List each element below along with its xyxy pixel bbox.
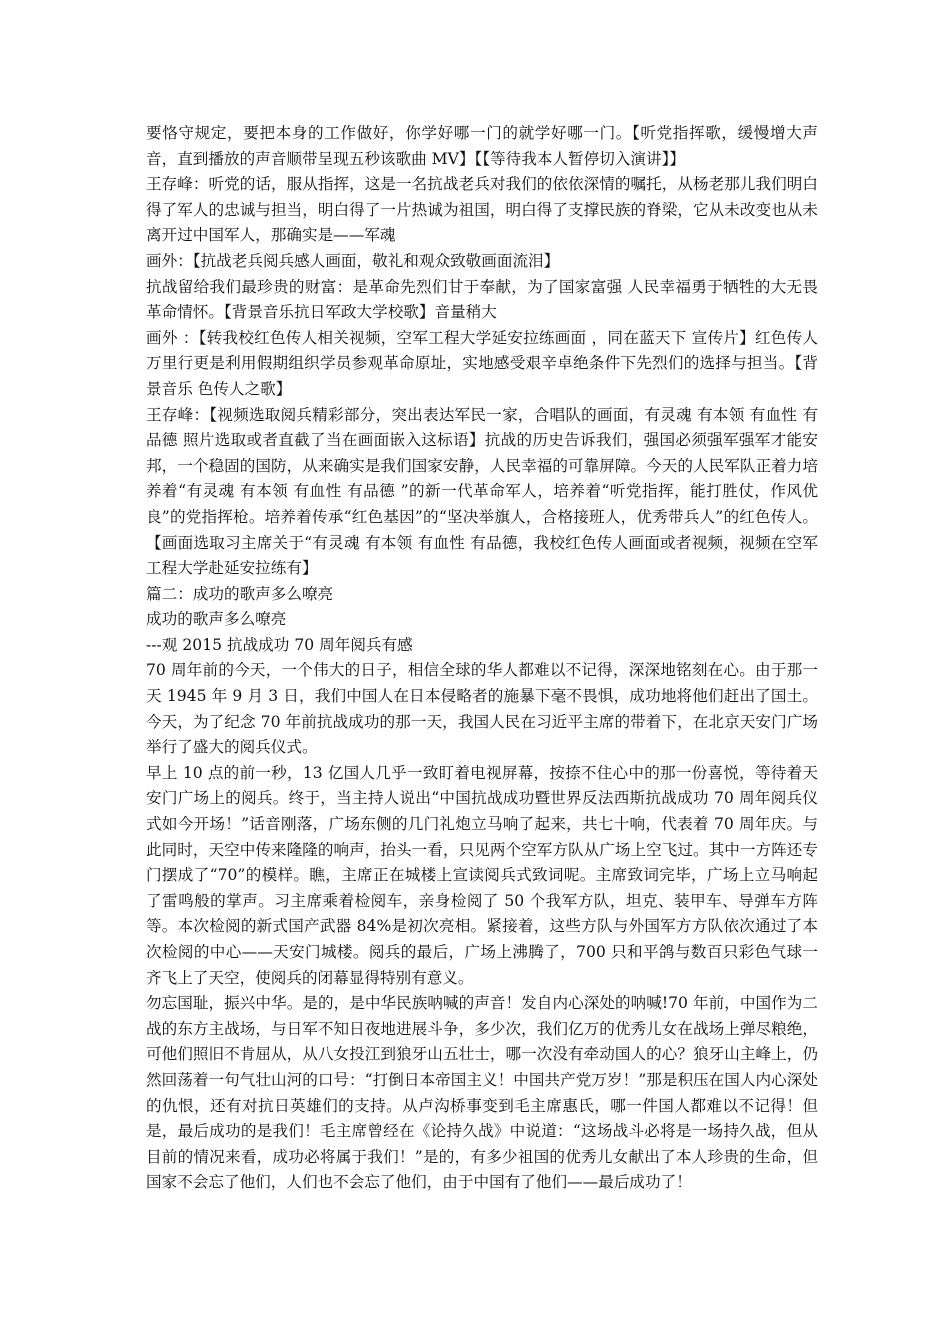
paragraph-voiceover-1: 画外：【抗战老兵阅兵感人画面，敬礼和观众致敬画面流泪】	[146, 251, 560, 270]
paragraph-remember: 勿忘国耻，振兴中华。是的，是中华民族呐喊的声音！发自内心深处的呐喊!70 年前，中国作为二战的东方主战场，与日军不知日夜地进展斗争，多少次，我们亿万的优秀儿女在战场上弹尽粮绝，可他们照旧不肯屈从，从八女投江到狼牙山五壮士，哪一次没有牵动国人的心？狼牙山主峰上，仍然回荡着一句气壮山河的口号：“打倒日本帝国主义！中国共产党万岁！”那是积压在国人内心深处的仇恨，还有对抗日英雄们的支持。从卢沟桥事变到毛主席惠氏，哪一件国人都难以不记得！但是，最后成功的是我们！毛主席曾经在《论持久战》中说道：“这场战斗必将是一场持久战，但从目前的情况来看，成功必将属于我们！”是的，有多少祖国的优秀儿女献出了本人珍贵的生命，但国家不会忘了他们，人们也不会忘了他们，由于中国有了他们——最后成功了！	[146, 994, 818, 1192]
document-body	[146, 121, 818, 1196]
paragraph-anniversary: 70 周年前的今天，一个伟大的日子，相信全球的华人都难以不记得，深深地铭刻在心。由于那一天 1945 年 9 月 3 日，我们中国人在日本侵略者的施暴下毫不畏惧，成功地将他们赶出了国土。今天，为了纪念 70 年前抗战成功的那一天，我国人民在习近平主席的带着下，在北京天安门广场举行了盛大的阅兵仪式。	[146, 661, 818, 757]
article-title: 成功的歌声多么嘹亮	[146, 610, 287, 629]
paragraph-wang-cunfeng-2: 王存峰：【视频选取阅兵精彩部分，突出表达军民一家，合唱队的画面，有灵魂 有本领 有血性 有品德 照片选取或者直截了当在画面嵌入这标语】抗战的历史告诉我们，强国必须强军强军才能安邦，一个稳固的国防，从来确实是我们国家安静，人民幸福的可靠屏障。今天的人民军队正着力培养着“有灵魂 有本领 有血性 有品德 ”的新一代革命军人，培养着“听党指挥，能打胜仗，作风优良”的党指挥枪。培养着传承“红色基因”的“坚决举旗人，合格接班人，优秀带兵人”的红色传人。【画面选取习主席关于“有灵魂 有本领 有血性 有品德，我校红色传人画面或者视频，视频在空军工程大学赴延安拉练有】	[146, 405, 818, 578]
paragraph-voiceover-2: 画外 ：【转我校红色传人相关视频，空军工程大学延安拉练画面 ，同在蓝天下 宣传片】红色传人万里行更是利用假期组织学员参观革命原址，实地感受艰辛卓绝条件下先烈们的选择与担当。【背景音乐 色传人之歌】	[146, 328, 818, 398]
paragraph-legacy: 抗战留给我们最珍贵的财富：是革命先烈们甘于奉献，为了国家富强 人民幸福勇于牺牲的大无畏革命情怀。【背景音乐抗日军政大学校歌】音量稍大	[146, 277, 818, 322]
paragraph-wang-cunfeng-1: 王存峰：听党的话，服从指挥，这是一名抗战老兵对我们的依依深情的嘱托，从杨老那儿我们明白得了军人的忠诚与担当，明白得了一片热诚为祖国，明白得了支撑民族的脊梁，它从未改变也从未离开过中国军人，那确实是——军魂	[146, 175, 818, 245]
section-heading: 篇二：成功的歌声多么嘹亮	[146, 584, 334, 603]
article-subtitle: ---观 2015 抗战成功 70 周年阅兵有感	[146, 635, 413, 654]
paragraph-intro: 要恪守规定，要把本身的工作做好，你学好哪一门的就学好哪一门。【听党指挥歌，缓慢增大声音，直到播放的声音顺带呈现五秒该歌曲 MV】【【等待我本人暂停切入演讲】】	[146, 124, 818, 168]
paragraph-parade: 早上 10 点的前一秒，13 亿国人几乎一致盯着电视屏幕，按捺不住心中的那一份喜悦，等待着天安门广场上的阅兵。终于，当主持人说出“中国抗战成功暨世界反法西斯抗战成功 70 周年阅兵仪式如今开场！”话音刚落，广场东侧的几门礼炮立马响了起来，共七十响，代表着 70 周年庆。与此同时，天空中传来隆隆的响声，抬头一看，只见两个空军方队从广场上空飞过。其中一方阵还专门摆成了“70”的模样。瞧，主席正在城楼上宣读阅兵式致词呢。主席致词完毕，广场上立马响起了雷鸣般的掌声。习主席乘着检阅车，亲身检阅了 50 个我军方队，坦克、装甲车、导弹车方阵等。本次检阅的新式国产武器 84%是初次亮相。紧接着，这些方队与外国军方方队依次通过了本次检阅的中心——天安门城楼。阅兵的最后，广场上沸腾了，700 只和平鸽与数百只彩色气球一齐飞上了天空，使阅兵的闭幕显得特别有意义。	[146, 763, 818, 987]
